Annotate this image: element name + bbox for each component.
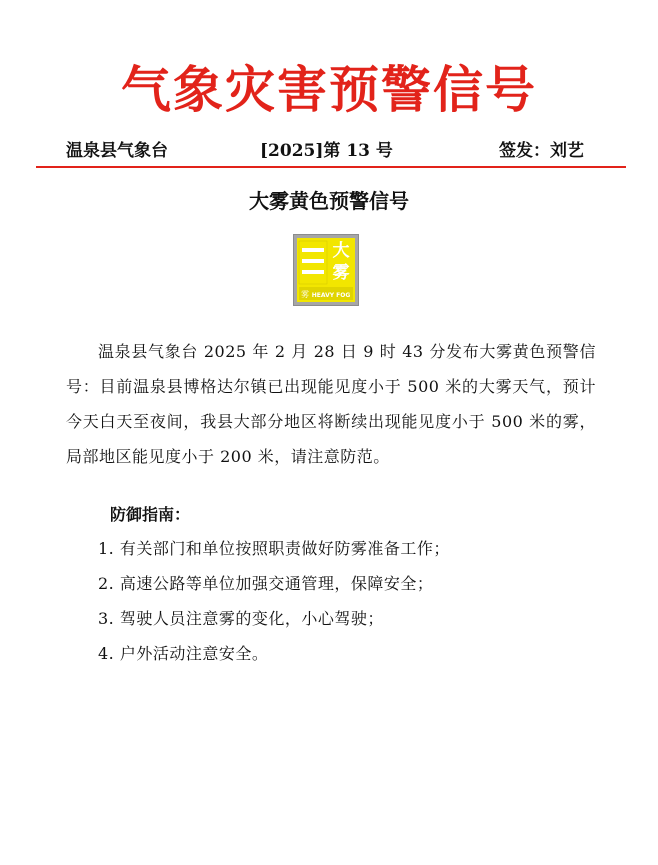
document-meta-row	[0, 138, 658, 164]
fog-yellow-warning-icon	[293, 234, 359, 306]
guide-item-2: 2. 高速公路等单位加强交通管理，保障安全；	[98, 574, 434, 593]
defense-guide-list	[98, 531, 450, 671]
issue-number: [2025]第 13 号	[260, 141, 393, 161]
guide-item-4: 4. 户外活动注意安全。	[98, 644, 269, 663]
header-divider	[36, 166, 626, 168]
warning-heading: 大雾黄色预警信号	[249, 189, 409, 213]
signal-char-da: 大雾	[332, 241, 350, 283]
defense-guide-heading: 防御指南：	[110, 505, 191, 524]
signal-left-char: 雾	[301, 290, 309, 299]
signal-english-label: HEAVY FOG	[311, 292, 351, 299]
document-title: 气象灾害预警信号	[121, 60, 537, 119]
fog-bar-3	[302, 270, 324, 274]
guide-item-3: 3. 驾驶人员注意雾的变化，小心驾驶；	[98, 609, 384, 628]
guide-item-1: 1. 有关部门和单位按照职责做好防雾准备工作；	[98, 539, 450, 558]
fog-bar-1	[302, 248, 324, 252]
warning-body-paragraph: 温泉县气象台 2025 年 2 月 28 日 9 时 43 分发布大雾黄色预警信号：目前温泉县博格达尔镇已出现能见度小于 500 米的大雾天气，预计今天白天至夜间，我县大部分地区将断续出现能见度小于 500 米的雾，局部地区能见度小于 200 米，请注意防范。	[66, 342, 596, 466]
signer: 签发：刘艺	[499, 141, 584, 161]
issuing-office: 温泉县气象台	[66, 141, 168, 161]
fog-bar-2	[302, 259, 324, 263]
